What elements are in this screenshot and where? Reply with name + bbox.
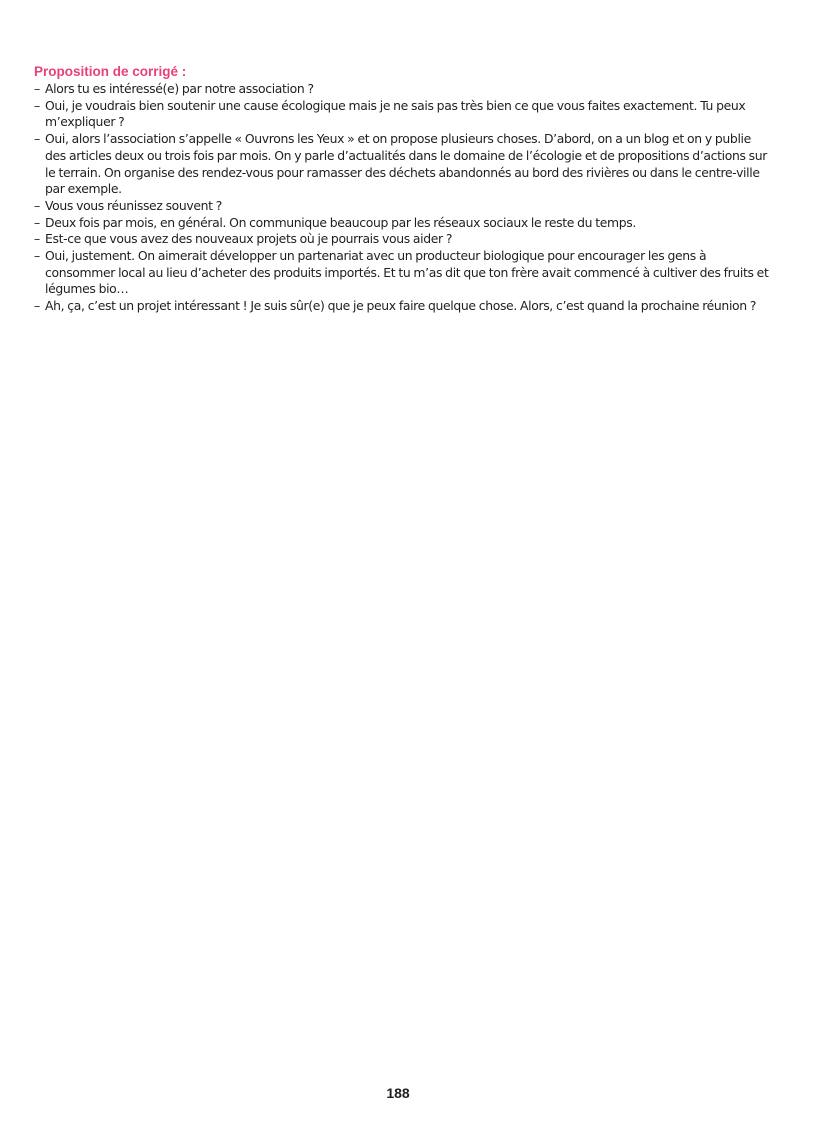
dialogue-text: Alors tu es intéressé(e) par notre association ?	[45, 81, 314, 96]
dialogue-dash: –	[34, 214, 40, 230]
dialogue-text: Vous vous réunissez souvent ?	[45, 197, 222, 213]
section-heading: Proposition de corrigé :	[34, 64, 187, 79]
dialogue-dash: –	[34, 298, 40, 314]
dialogue-dash: –	[34, 97, 40, 113]
dialogue-dash: –	[34, 197, 40, 213]
dialogue-line	[34, 298, 770, 315]
dialogue-text: Oui, alors l’association s’appelle « Ouvrons les Yeux » et on propose plusieurs choses. D’abord, on a un blog et on y publie des articles deux ou trois fois par mois. On y parle d’actualités dans le domaine de l’écologie et de propositions d’actions sur le terrain. On organise des rendez-vous pour ramasser des déchets abandonnés au bord des rivières ou dans le centre-ville par exemple.	[45, 131, 767, 197]
answer-key-section	[34, 63, 770, 315]
dialogue-list	[34, 81, 770, 315]
dialogue-dash: –	[34, 231, 40, 247]
dialogue-line	[34, 248, 770, 298]
dialogue-line	[34, 131, 770, 198]
dialogue-line	[34, 215, 770, 232]
dialogue-text: Ah, ça, c’est un projet intéressant ! Je suis sûr(e) que je peux faire quelque chose. Alors, c’est quand la prochaine réunion ?	[45, 298, 757, 314]
dialogue-text: Oui, justement. On aimerait développer un partenariat avec un producteur biologique pour encourager les gens à consommer local au lieu d’acheter des produits importés. Et tu m’as dit que ton frère avait commencé à cultiver des fruits et légumes bio…	[45, 248, 769, 297]
dialogue-text: Deux fois par mois, en général. On communique beaucoup par les réseaux sociaux le reste du temps.	[45, 214, 636, 230]
dialogue-line	[34, 198, 770, 215]
dialogue-line	[34, 98, 770, 131]
dialogue-line	[34, 81, 770, 98]
dialogue-dash: –	[34, 248, 40, 264]
dialogue-dash: –	[34, 81, 40, 96]
dialogue-text: Est-ce que vous avez des nouveaux projets où je pourrais vous aider ?	[45, 231, 453, 247]
dialogue-text: Oui, je voudrais bien soutenir une cause écologique mais je ne sais pas très bien ce que vous faites exactement. Tu peux m’expliquer ?	[45, 97, 746, 130]
dialogue-dash: –	[34, 131, 40, 147]
dialogue-line	[34, 231, 770, 248]
page-number: 188	[386, 1085, 410, 1101]
